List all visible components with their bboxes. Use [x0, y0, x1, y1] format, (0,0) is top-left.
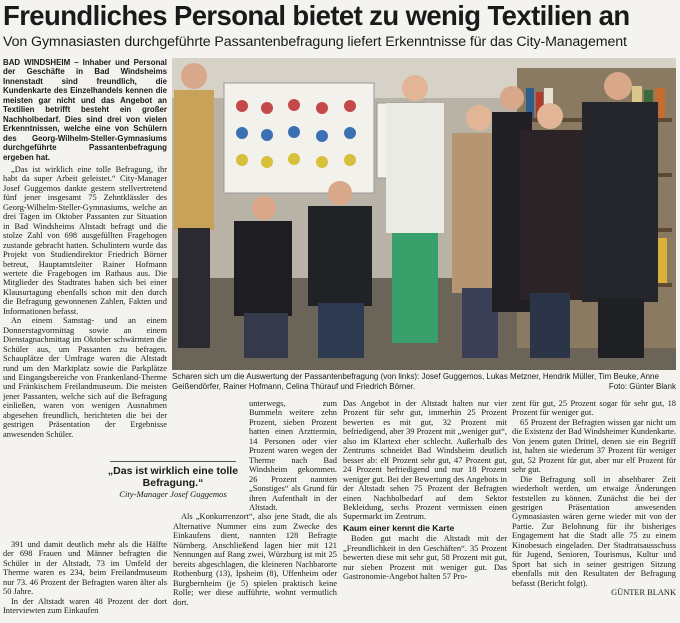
- body-paragraph: zent für gut, 25 Prozent sogar für sehr gut, 18 Prozent für weniger gut.: [512, 399, 676, 418]
- body-paragraph: In der Altstadt waren 48 Prozent der dort Interviewten zum Einkaufen: [3, 596, 167, 616]
- photo-credit: Foto: Günter Blank: [608, 382, 676, 391]
- column-1-lower: [3, 540, 167, 623]
- body-paragraph: 65 Prozent der Befragten wissen gar nicht um die Existenz der Bad Windsheimer Kundenkarte. Von jenem guten Drittel, denen sie ein Begriff ist, halten sie wiederum 37 Prozent für weniger gut, 52 Prozent für gut, aber nur elf Prozent für sehr gut.: [512, 417, 676, 475]
- caption-text: Scharen sich um die Auswertung der Passantenbefragung (von links): Josef Guggemos, Lukas Metzner, Hendrik Müller, Tim Beuke, Anne Geißendörfer, Rainer Hofmann, Celina Thürauf und Friedrich Börner.: [172, 372, 659, 391]
- article-photo: [172, 58, 676, 370]
- body-paragraph: Boden gut macht die Altstadt mit der „Freundlichkeit in den Geschäften“. 35 Prozent bewerten diese mit sehr gut, 58 Prozent mit gut, nur sieben Prozent mit weniger gut. Das Gastronomie-Angebot halten 57 Pro-: [343, 534, 507, 582]
- body-paragraph: unterwegs, zum Bummeln weitere zehn Prozent, sieben Prozent hatten einen Arzttermin, 14 Personen oder vier Prozent waren wegen der Therme nach Bad Windsheim gekommen. 26 Prozent nannten „Sonstiges“ als Grund für ihren Aufenthalt in der Altstadt.: [249, 399, 337, 512]
- lead-paragraph: BAD WINDSHEIM – Inhaber und Personal der Geschäfte in Bad Windsheims Innenstadt sind freundlich, die Kundenkarte des Einzelhandels kennen die meisten gar nicht und das Angebot an Textilien betrifft besteht ein großer Nachholbedarf. Dies sind drei von vielen Erkenntnissen, welche eine von Schülern des Georg-Wilhelm-Steller-Gymnasiums durchgeführte Passantenbefragung ergeben hat.: [3, 58, 167, 162]
- article-subheadline: Von Gymnasiasten durchgeführte Passantenbefragung liefert Erkenntnisse für das City-Management: [3, 34, 627, 50]
- pull-quote-attribution: City-Manager Josef Guggemos: [119, 489, 227, 499]
- pull-quote-text: „Das ist wirklich eine tolle Befragung.“: [107, 465, 239, 489]
- body-paragraph: Die Befragung soll in absehbarer Zeit wiederholt werden, um etwaige Änderungen feststellen zu können. Zunächst die bei der gestrigen Präsentation anwesenden Gymnasiasten wären gerne wieder mit von der Partie. Zur Belohnung für ihr bisheriges Engagement hat die Stadt alle 75 zu einem Kinobesuch eingeladen. Der Stadtratsausschuss für Jugend, Senioren, Tourismus, Kultur und Sport hat sich in seiner gestrigen Sitzung ebenfalls mit den Resultaten der Befragung befasst (Bericht folgt).: [512, 474, 676, 588]
- section-subheading: Kaum einer kennt die Karte: [343, 522, 455, 533]
- body-paragraph: Das Angebot in der Altstadt halten nur vier Prozent für sehr gut, immerhin 25 Prozent bewerten es mit gut, 32 Prozent mit befriedigend, aber 39 Prozent mit „weniger gut“, also im Klartext eher schlecht. Außerhalb des Zentrums schneidet Bad Windsheim deutlich besser ab: elf Prozent sehr gut, 47 Prozent gut, 24 Prozent befriedigend und nur 18 Prozent weniger gut. Bei der Bewertung des Angebots in der Altstadt sehen 75 Prozent der Befragten einen Nachholbedarf auf dem Sektor Bekleidung, sechs Prozent vermissen einen Supermarkt im Zentrum.: [343, 399, 507, 522]
- column-2: [173, 399, 337, 623]
- body-paragraph: „Das ist wirklich eine tolle Befragung, ihr habt da super Arbeit geleistet.“ City-Manager Josef Guggemos dankte gestern stellvertretend fünf jener insgesamt 75 Zehntklässler des Georg-Wilhelm-Steller-Gymnasiums, welche an drei Tagen im Oktober Passanten zur Situation in Bad Windsheims Altstadt befragt und die stolze Zahl von 698 ausgefüllten Fragebogen zustande gebracht hatten. Schulintern wurde das Projekt von Studiendirektor Friedrich Börner betreut, Hauptamtsleiter Rainer Hofmann wertete die Fragebogen im Rathaus aus. Die Mitglieder des Stadtrates haben sich bei einer Klausurtagung ebenfalls schon mit den durch die Befragung gewonnenen Zahlen, Fakten und Informationen befasst.: [3, 164, 167, 316]
- article-headline: Freundliches Personal bietet zu wenig Textilien an: [3, 0, 630, 31]
- column-3: [343, 399, 507, 623]
- author-byline: GÜNTER BLANK: [611, 588, 676, 598]
- body-paragraph: An einem Samstag- und an einem Donnerstagvormittag sowie an einem Dienstagnachmittag im Oktober schwärmten die Schüler aus, um Passanten zu befragen. Schauplätze der Umfrage waren die Altstadt rund um den Marktplatz sowie die Parkplätze und Eingangsbereiche von Frankenland-Therme und Fränkischem Freilandmuseum. Die meisten jener Passanten, welche sich auf die Befragung einließen, waren von wenigen Ausnahmen abgesehen freundlich, berichteten die bei der gestrigen Präsentation der Ergebnisse anwesenden Schüler.: [3, 316, 167, 439]
- column-1: [3, 58, 167, 623]
- body-paragraph: Als „Konkurrenzort“, also jene Stadt, die als Alternative Nummer eins zum Zwecke des Einkaufens dient, nannten 128 Befragte Nürnberg. Anschließend lagen hier mit 121 Nennungen auf Rang zwei, Würzburg ist mit 25 bereits abgeschlagen, die kleineren Nachbarorte Rothenburg (13), Ipsheim (8), Uffenheim oder Burgbernheim (je 5) spielen praktisch keine Rolle; wer diese aufführte, wohnt vermutlich dort.: [173, 512, 337, 607]
- photo-caption: [172, 372, 676, 392]
- column-4: [512, 399, 676, 623]
- body-paragraph: 391 und damit deutlich mehr als die Hälfte der 698 Frauen und Männer befragten die Schüler in der Altstadt, 73 im Umfeld der Therme waren es 234, beim Freilandmuseum nur 73. 46 Prozent der Befragten waren älter als 50 Jahre.: [3, 540, 167, 597]
